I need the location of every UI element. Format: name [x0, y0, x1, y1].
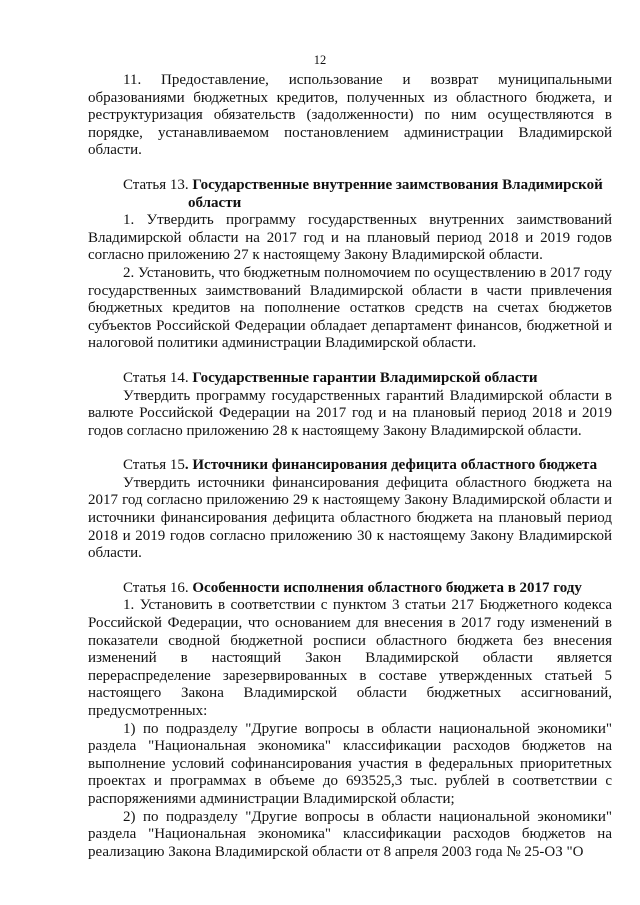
- article-14-text: Утвердить программу государственных гарантий Владимирской области в валюте Российской Федерации на 2017 год и на плановый период 2018 и 2019 годов согласно приложению 28 к настоящему Закону Владимирской области.: [88, 387, 612, 439]
- document-body: [88, 72, 612, 861]
- article-16-title: Особенности исполнения областного бюджета в 2017 году: [192, 579, 582, 596]
- page-number: 12: [313, 53, 327, 67]
- article-13-heading: [88, 177, 612, 212]
- article-16-heading: [88, 580, 612, 598]
- article-13-label: Статья 13.: [123, 176, 189, 193]
- article-16-item-3: 2) по подразделу "Другие вопросы в области национальной экономики" раздела "Национальная экономика" классификации расходов бюджетов на реализацию Закона Владимирской области от 8 апреля 2003 года № 25-ОЗ "О: [88, 808, 612, 860]
- article-15-title: . Источники финансирования дефицита областного бюджета: [184, 457, 598, 474]
- paragraph-11: 11. Предоставление, использование и возврат муниципальными образованиями бюджетных кредитов, полученных из областного бюджета, и реструктуризация обязательств (задолженности) по ним осуществляются в порядке, устанавливаемом постановлением администрации Владимирской области.: [88, 72, 612, 159]
- article-14-title: Государственные гарантии Владимирской области: [192, 369, 538, 386]
- article-16-item-2: 1) по подразделу "Другие вопросы в области национальной экономики" раздела "Национальная экономика" классификации расходов бюджетов на выполнение условий софинансирования участия в федеральных приоритетных проектах и программах в объеме до 693525,3 тыс. рублей в соответствии с распоряжениями администрации Владимирской области;: [88, 720, 612, 807]
- article-13-title: Государственные внутренние заимствования Владимирской: [192, 176, 603, 193]
- article-15-heading: [88, 457, 612, 475]
- article-13-item-2: 2. Установить, что бюджетным полномочием по осуществлению в 2017 году государственных заимствований Владимирской области в части привлечения бюджетных кредитов на пополнение остатков средств на счетах бюджетов субъектов Российской Федерации обладает департамент финансов, бюджетной и налоговой политики администрации Владимирской области.: [88, 264, 612, 352]
- article-15-text: Утвердить источники финансирования дефицита областного бюджета на 2017 год согласно приложению 29 к настоящему Закону Владимирской области и источники финансирования дефицита областного бюджета на плановый период 2018 и 2019 годов согласно приложению 30 к настоящему Закону Владимирской области.: [88, 474, 612, 562]
- article-14-heading: [88, 370, 612, 388]
- article-16-item-1: 1. Установить в соответствии с пунктом 3 статьи 217 Бюджетного кодекса Российской Федерации, что основанием для внесения в 2017 году изменений в показатели сводной бюджетной росписи областного бюджета без внесения изменений в настоящий Закон Владимирской области является перераспределение зарезервированных в составе утвержденных статьей 5 настоящего Закона Владимирской области бюджетных ассигнований, предусмотренных:: [88, 597, 612, 719]
- article-13-item-1: 1. Утвердить программу государственных внутренних заимствований Владимирской области на 2017 год и на плановый период 2018 и 2019 годов согласно приложению 27 к настоящему Закону Владимирской области.: [88, 212, 612, 264]
- article-15-label: Статья 15: [123, 457, 185, 474]
- article-16-label: Статья 16.: [123, 579, 189, 596]
- article-14-label: Статья 14.: [123, 369, 189, 386]
- article-13-title-continued: области: [188, 194, 242, 211]
